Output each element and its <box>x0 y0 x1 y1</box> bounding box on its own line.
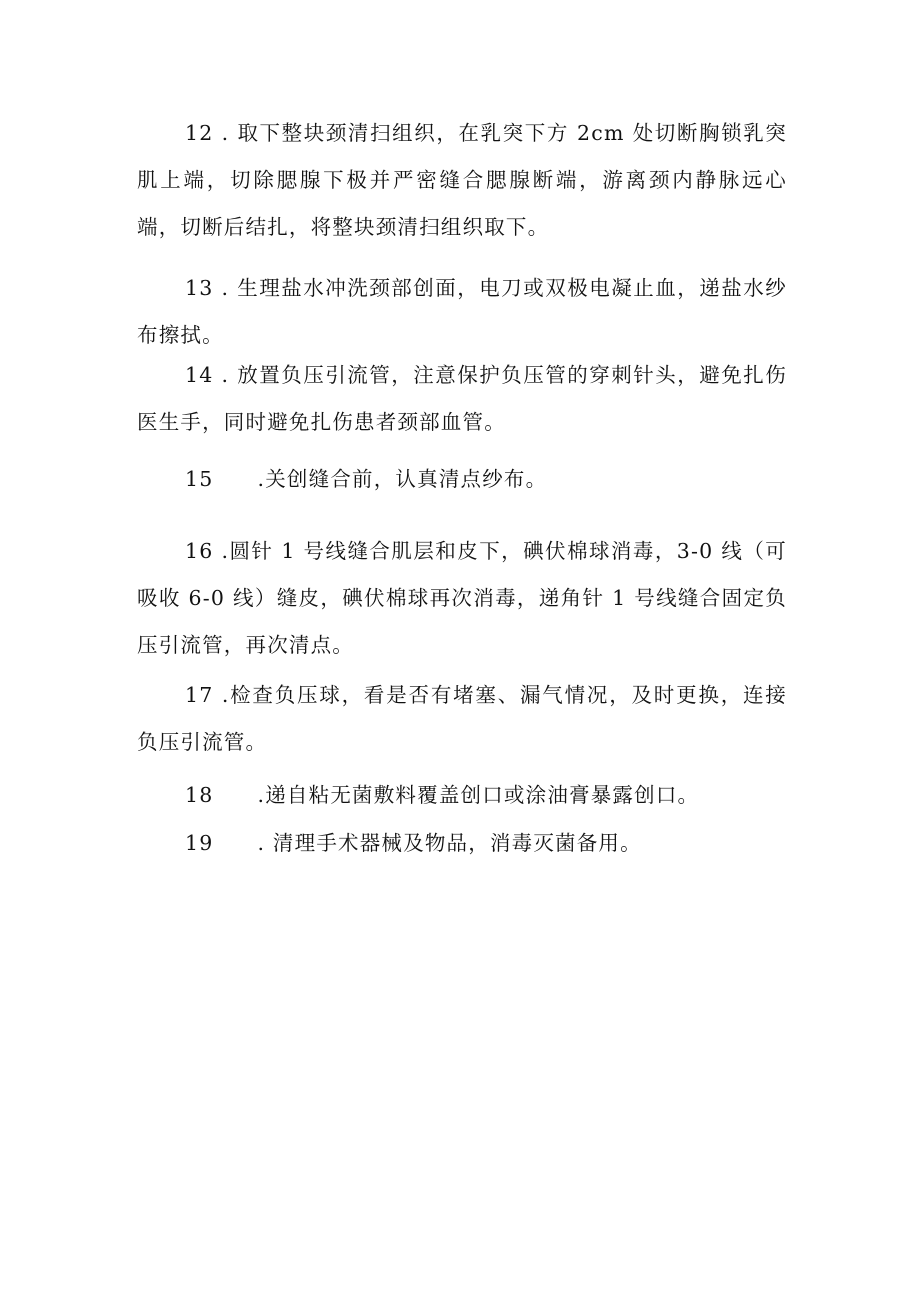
step-text: .递自粘无菌敷料覆盖创口或涂油膏暴露创口。 <box>257 783 700 807</box>
step-number: 18 <box>185 783 214 807</box>
step-13 <box>137 265 787 359</box>
step-text: . 取下整块颈清扫组织，在乳突下方 2cm 处切断胸锁乳突肌上端，切除腮腺下极并严密缝合腮腺断端，游离颈内静脉远心端，切断后结扎，将整块颈清扫组织取下。 <box>137 121 787 239</box>
step-text: .关创缝合前，认真清点纱布。 <box>257 467 548 491</box>
step-number: 19 <box>185 831 214 855</box>
step-text: . 清理手术器械及物品，消毒灭菌备用。 <box>257 831 642 855</box>
step-number: 12 <box>185 121 214 145</box>
step-12 <box>137 110 787 251</box>
step-text: .圆针 1 号线缝合肌层和皮下，碘伏棉球消毒，3-0 线（可吸收 6-0 线）缝皮，碘伏棉球再次消毒，递角针 1 号线缝合固定负压引流管，再次清点。 <box>137 539 787 657</box>
step-18 <box>137 772 787 819</box>
step-number: 13 <box>185 276 214 300</box>
step-text: .检查负压球，看是否有堵塞、漏气情况，及时更换，连接负压引流管。 <box>137 683 787 754</box>
step-text: . 生理盐水冲洗颈部创面，电刀或双极电凝止血，递盐水纱布擦拭。 <box>137 276 787 347</box>
step-16 <box>137 528 787 669</box>
step-number: 15 <box>185 467 214 491</box>
step-19 <box>137 820 787 867</box>
step-17 <box>137 672 787 766</box>
step-number: 17 <box>185 683 214 707</box>
step-number: 16 <box>185 539 214 563</box>
step-14 <box>137 352 787 446</box>
step-number: 14 <box>185 363 214 387</box>
step-15 <box>137 456 787 503</box>
step-text: . 放置负压引流管，注意保护负压管的穿刺针头，避免扎伤医生手，同时避免扎伤患者颈部血管。 <box>137 363 787 434</box>
